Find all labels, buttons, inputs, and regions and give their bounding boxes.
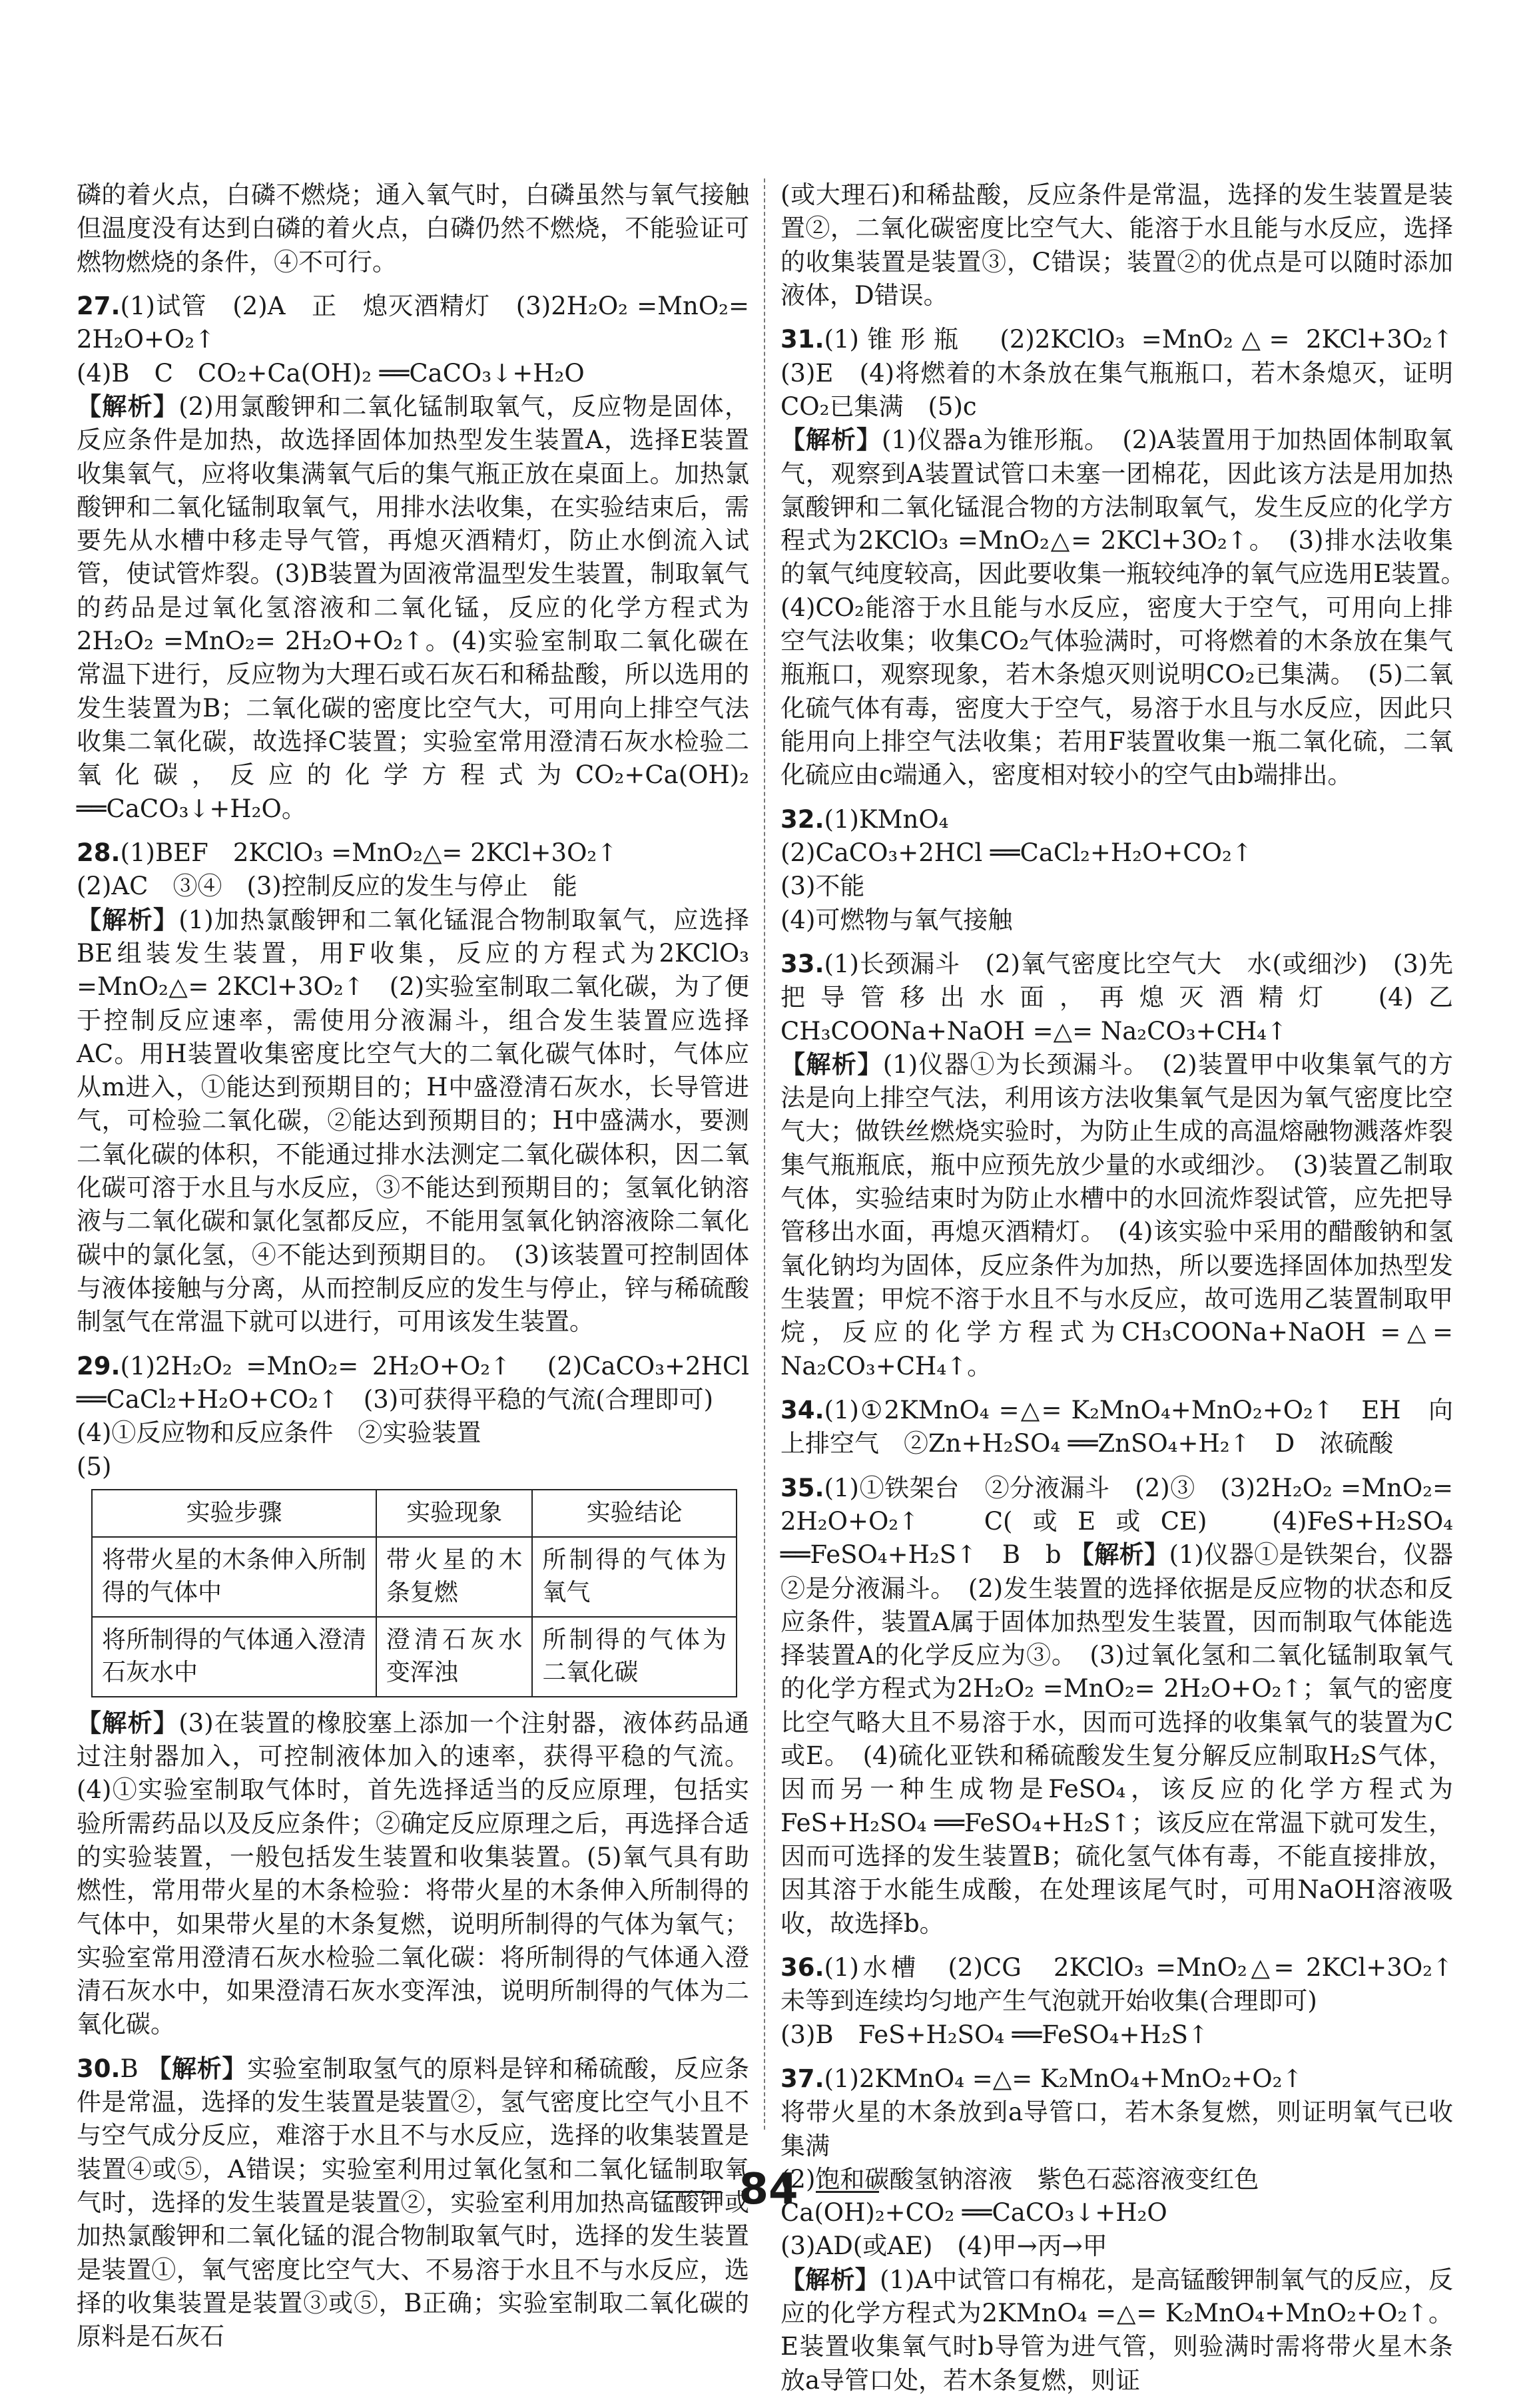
analysis-text: (1)加热氯酸钾和二氧化锰混合物制取氧气，应选择BE组装发生装置，用F收集，反应的方程式为2KClO₃ =MnO₂△= 2KCl+3O₂↑ (2)实验室制取二氧化碳，为了便于控制反应速率，需使用分液漏斗，组合发生装置应选择AC。用H装置收集密度比空气大的二氧化碳气体时，气体应从m进入，①能达到预期目的；H中盛澄清石灰水，长导管进气，可检验二氧化碳，②能达到预期目的；H中盛满水，要测二氧化碳的体积，不能通过排水法测定二氧化碳体积，因二氧化碳可溶于水且与水反应，③不能达到预期目的；氢氧化钠溶液与二氧化碳和氯化氢都反应，不能用氢氧化钠溶液除二氧化碳中的氯化氢，④不能达到预期目的。 (3)该装置可控制固体与液体接触与分离，从而控制反应的发生与停止，锌与稀硫酸制氢气在常温下就可以进行，可用该发生装置。	[77, 905, 749, 1337]
analysis-text: (1)仪器①是铁架台，仪器②是分液漏斗。 (2)发生装置的选择依据是反应物的状态和反应条件，装置A属于固体加热型发生装置，因而制取气体能选择装置A的化学反应为③。 (3)过氧化氢和二氧化锰制取氧气的化学方程式为2H₂O₂ =MnO₂= 2H₂O+O₂↑；氧气的密度比空气略大且不易溶于水，因而可选择的收集氧气的装置为C或E。 (4)硫化亚铁和稀硫酸发生复分解反应制取H₂S气体，因而另一种生成物是FeSO₄，该反应的化学方程式为FeS+H₂SO₄ ══FeSO₄+H₂S↑；该反应在常温下就可发生，因而可选择的发生装置B；硫化氢气体有毒，不能直接排放，因其溶于水能生成酸，在处理该尾气时，可用NaOH溶液吸收，故选择b。	[780, 1540, 1454, 1938]
table-row	[92, 1617, 737, 1697]
analysis-tag: 【解析】	[77, 1708, 179, 1737]
table-cell: 所制得的气体为氧气	[532, 1537, 737, 1617]
analysis-tag: 【解析】	[780, 426, 882, 455]
page-number-text: 84	[739, 2165, 798, 2214]
question-number: 30.	[77, 2054, 121, 2083]
answer-28	[77, 836, 749, 1339]
question-number: 27.	[77, 291, 121, 320]
analysis-tag: 【解析】	[77, 392, 179, 421]
question-number: 37.	[780, 2064, 824, 2093]
question-number: 34.	[780, 1395, 824, 1424]
question-number: 28.	[77, 838, 121, 867]
answer-text: (1)试管 (2)A 正 熄灭酒精灯 (3)2H₂O₂ =MnO₂= 2H₂O+O₂↑ (4)B C CO₂+Ca(OH)₂ ══CaCO₃↓+H₂O	[77, 291, 749, 388]
answer-text: (1)①铁架台 ②分液漏斗 (2)③ (3)2H₂O₂ =MnO₂= 2H₂O+O₂↑ C(或E或CE) (4)FeS+H₂SO₄ ══FeSO₄+H₂S↑ B b	[780, 1473, 1461, 1570]
answer-27	[77, 290, 749, 826]
analysis-tag: 【解析】	[77, 905, 179, 934]
analysis-tag: 【解析】	[780, 2265, 880, 2294]
question-number: 32.	[780, 804, 824, 834]
left-column	[77, 178, 749, 2365]
page-number	[0, 2161, 1537, 2219]
answer-33	[780, 948, 1478, 1383]
answer-37	[780, 2062, 1453, 2397]
analysis-text: (2)用氯酸钾和二氧化锰制取氧气，反应物是固体，反应条件是加热，故选择固体加热型发生装置A，选择E装置收集氧气，应将收集满氧气后的集气瓶正放在桌面上。加热氯酸钾和二氧化锰制取氧气，用排水法收集，在实验结束后，需要先从水槽中移走导气管，再熄灭酒精灯，防止水倒流入试管，使试管炸裂。(3)B装置为固液常温型发生装置，制取氧气的药品是过氧化氢溶液和二氧化锰，反应的化学方程式为2H₂O₂ =MnO₂= 2H₂O+O₂↑。(4)实验室制取二氧化碳在常温下进行，反应物为大理石或石灰石和稀盐酸，所以选用的发生装置为B；二氧化碳的密度比空气大，可用向上排空气法收集二氧化碳，故选择C装置；实验室常用澄清石灰水检验二氧化碳，反应的化学方程式为CO₂+Ca(OH)₂ ══CaCO₃↓+H₂O。	[77, 392, 749, 823]
question-number: 36.	[780, 1953, 824, 1982]
answer-text: (1)BEF 2KClO₃ =MnO₂△= 2KCl+3O₂↑ (2)AC ③④ (3)控制反应的发生与停止 能	[77, 838, 618, 901]
analysis-text: 实验室制取氢气的原料是锌和稀硫酸，反应条件是常温，选择的发生装置是装置②，氢气密度比空气小且不与空气成分反应，难溶于水且不与水反应，选择的收集装置是装置④或⑤，A错误；实验室利用过氧化氢和二氧化锰制取氧气时，选择的发生装置是装置②，实验室利用加热高锰酸钾或加热氯酸钾和二氧化锰的混合物制取氧气时，选择的发生装置是装置①，氧气密度比空气大、不易溶于水且不与水反应，选择的收集装置是装置③或⑤，B正确；实验室制取二氧化碳的原料是石灰石	[77, 2054, 750, 2351]
answer-35	[780, 1472, 1461, 1941]
experiment-table	[91, 1489, 737, 1697]
table-cell: 将带火星的木条伸入所制得的气体中	[92, 1537, 376, 1617]
table-header: 实验结论	[532, 1490, 737, 1537]
q30-continuation: (或大理石)和稀盐酸，反应条件是常温，选择的发生装置是装置②，二氧化碳密度比空气大、能溶于水且能与水反应，选择的收集装置是装置③，C错误；装置②的优点是可以随时添加液体，D错误。	[780, 180, 1453, 310]
column-divider	[764, 178, 765, 2130]
table-cell: 带火星的木条复燃	[376, 1537, 532, 1617]
answer-32	[780, 803, 1453, 937]
table-cell: 所制得的气体为二氧化碳	[532, 1617, 737, 1697]
question-number: 29.	[77, 1351, 121, 1380]
answer-text: (1)2H₂O₂ =MnO₂= 2H₂O+O₂↑ (2)CaCO₃+2HCl ══CaCl₂+H₂O+CO₂↑ (3)可获得平稳的气流(合理即可) (4)①反应物和反应条件 ②实验装置 (5)	[77, 1351, 749, 1481]
answer-text: (1)①2KMnO₄ =△= K₂MnO₄+MnO₂+O₂↑ EH 向上排空气 ②Zn+H₂SO₄ ══ZnSO₄+H₂↑ D 浓硫酸	[780, 1395, 1453, 1458]
question-number: 33.	[780, 949, 824, 978]
answer-34	[780, 1394, 1453, 1461]
answer-36	[780, 1951, 1453, 2052]
answer-31	[780, 323, 1478, 792]
answer-text: (1)锥形瓶 (2)2KClO₃ =MnO₂△= 2KCl+3O₂↑ (3)E (4)将燃着的木条放在集气瓶瓶口，若木条熄灭，证明CO₂已集满 (5)c	[780, 325, 1478, 421]
table-cell: 澄清石灰水变浑浊	[376, 1617, 532, 1697]
answer-29	[77, 1350, 749, 2042]
table-header: 实验步骤	[92, 1490, 376, 1537]
answer-text: (1)长颈漏斗 (2)氧气密度比空气大 水(或细沙) (3)先把导管移出水面，再熄灭酒精灯 (4)乙 CH₃COONa+NaOH =△= Na₂CO₃+CH₄↑	[780, 949, 1478, 1046]
page-number-rule-left	[658, 2191, 721, 2193]
analysis-text: (1)A中试管口有棉花，是高锰酸钾制氧气的反应，反应的化学方程式为2KMnO₄ =△= K₂MnO₄+MnO₂+O₂↑。E装置收集氧气时b导管为进气管，则验满时需将带火星木条放a导管口处，若木条复燃，则证	[780, 2265, 1453, 2395]
answer-text: (1)水槽 (2)CG 2KClO₃ =MnO₂△= 2KCl+3O₂↑ 未等到连续均匀地产生气泡就开始收集(合理即可) (3)B FeS+H₂SO₄ ══FeSO₄+H₂S↑	[780, 1953, 1453, 2049]
page-number-rule-right	[816, 2191, 879, 2193]
question-number: 35.	[780, 1473, 824, 1502]
table-row	[92, 1537, 737, 1617]
analysis-text: (3)在装置的橡胶塞上添加一个注射器，液体药品通过注射器加入，可控制液体加入的速率，获得平稳的气流。(4)①实验室制取气体时，首先选择适当的反应原理，包括实验所需药品以及反应条件；②确定反应原理之后，再选择合适的实验装置，一般包括发生装置和收集装置。(5)氧气具有助燃性，常用带火星的木条检验：将带火星的木条伸入所制得的气体中，如果带火星的木条复燃，说明所制得的气体为氧气；实验室常用澄清石灰水检验二氧化碳：将所制得的气体通入澄清石灰水中，如果澄清石灰水变浑浊，说明所制得的气体为二氧化碳。	[77, 1708, 749, 2039]
question-number: 31.	[780, 325, 824, 354]
analysis-text: (1)仪器a为锥形瓶。 (2)A装置用于加热固体制取氧气，观察到A装置试管口未塞一团棉花，因此该方法是用加热氯酸钾和二氧化锰混合物的方法制取氧气，发生反应的化学方程式为2KClO₃ =MnO₂△= 2KCl+3O₂↑。 (3)排水法收集的氧气纯度较高，因此要收集一瓶较纯净的氧气应选用E装置。 (4)CO₂能溶于水且能与水反应，密度大于空气，可用向上排空气法收集；收集CO₂气体验满时，可将燃着的木条放在集气瓶瓶口，观察现象，若木条熄灭则说明CO₂已集满。 (5)二氧化硫气体有毒，密度大于空气，易溶于水且与水反应，因此只能用向上排空气法收集；若用F装置收集一瓶二氧化硫，二氧化硫应由c端通入，密度相对较小的空气由b端排出。	[780, 426, 1478, 790]
q26-continuation: 磷的着火点，白磷不燃烧；通入氧气时，白磷虽然与氧气接触但温度没有达到白磷的着火点，白磷仍然不燃烧，不能验证可燃物燃烧的条件，④不可行。	[77, 180, 749, 276]
table-header: 实验现象	[376, 1490, 532, 1537]
analysis-tag: 【解析】	[1069, 1540, 1169, 1570]
answer-text: (1)2KMnO₄ =△= K₂MnO₄+MnO₂+O₂↑ 将带火星的木条放到a导管口，若木条复燃，则证明氧气已收集满 (2)饱和碳酸氢钠溶液 紫色石蕊溶液变红色 Ca(OH)₂+CO₂ ══CaCO₃↓+H₂O (3)AD(或AE) (4)甲→丙→甲	[780, 2064, 1453, 2261]
analysis-tag: 【解析】	[780, 1050, 883, 1079]
table-cell: 将所制得的气体通入澄清石灰水中	[92, 1617, 376, 1697]
answer-text: B	[120, 2054, 139, 2083]
right-column	[780, 178, 1478, 2408]
answer-text: (1)KMnO₄ (2)CaCO₃+2HCl ══CaCl₂+H₂O+CO₂↑ (3)不能 (4)可燃物与氧气接触	[780, 804, 1253, 934]
analysis-text: (1)仪器①为长颈漏斗。 (2)装置甲中收集氧气的方法是向上排空气法，利用该方法收集氧气是因为氧气密度比空气大；做铁丝燃烧实验时，为防止生成的高温熔融物溅落炸裂集气瓶瓶底，瓶中应预先放少量的水或细沙。 (3)装置乙制取气体，实验结束时为防止水槽中的水回流炸裂试管，应先把导管移出水面，再熄灭酒精灯。 (4)该实验中采用的醋酸钠和氢氧化钠均为固体，反应条件为加热，所以要选择固体加热型发生装置；甲烷不溶于水且不与水反应，故可选用乙装置制取甲烷，反应的化学方程式为CH₃COONa+NaOH =△= Na₂CO₃+CH₄↑。	[780, 1050, 1454, 1380]
analysis-tag: 【解析】	[147, 2054, 248, 2083]
